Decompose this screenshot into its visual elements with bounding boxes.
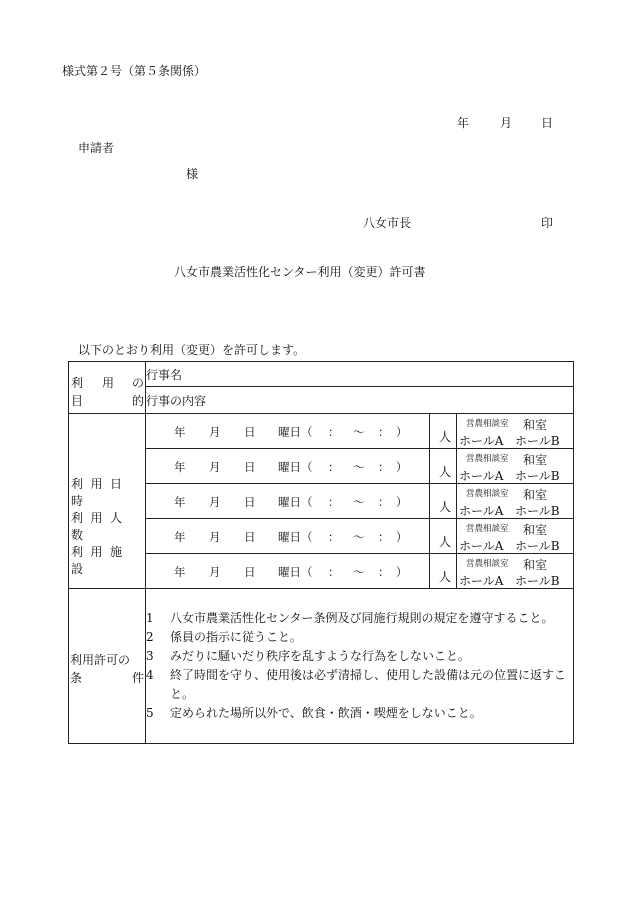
room-option-consult[interactable]: 営農相談室: [466, 559, 509, 569]
room-option-washitsu[interactable]: 和室: [523, 488, 548, 502]
room-option-hall-b[interactable]: ホールB: [515, 574, 560, 588]
time-colon: ：: [378, 460, 390, 474]
purpose-label-char: の: [132, 376, 145, 390]
time-colon: ：: [328, 425, 340, 439]
condition-item: [146, 666, 573, 704]
month-label: 月: [209, 460, 221, 474]
event-content-field[interactable]: [146, 387, 574, 414]
conditions-list: [146, 589, 574, 744]
day-label: 日: [244, 530, 256, 544]
day-label: 日: [244, 565, 256, 579]
condition-text: みだりに騒いだり秩序を乱すような行為をしないこと。: [170, 649, 471, 663]
room-option-hall-a[interactable]: ホールA: [459, 469, 504, 483]
event-content-label: 行事の内容: [146, 393, 207, 408]
person-unit: 人: [438, 464, 451, 479]
condition-text: 係員の指示に従うこと。: [170, 630, 303, 644]
close-paren: ）: [396, 425, 408, 439]
weekday-label: 曜日（: [278, 495, 313, 509]
person-unit: 人: [438, 429, 451, 444]
weekday-label: 曜日（: [278, 565, 313, 579]
purpose-label-char: 利: [71, 376, 84, 390]
time-colon: ：: [328, 495, 340, 509]
condition-number: 5: [146, 706, 154, 720]
conditions-label-cell: [69, 589, 146, 744]
usage-datetime-field[interactable]: [146, 519, 430, 554]
room-option-consult[interactable]: 営農相談室: [466, 419, 509, 429]
month-label: 月: [209, 425, 221, 439]
usage-label-cell: [69, 414, 146, 589]
day-label: 日: [244, 460, 256, 474]
facility-options: [457, 449, 574, 484]
condition-number: 1: [146, 611, 154, 625]
room-option-hall-b[interactable]: ホールB: [515, 434, 560, 448]
month-label: 月: [209, 565, 221, 579]
purpose-label-char: 的: [132, 394, 145, 408]
person-count-field[interactable]: [430, 554, 457, 589]
room-option-hall-a[interactable]: ホールA: [459, 539, 504, 553]
close-paren: ）: [396, 565, 408, 579]
room-option-hall-b[interactable]: ホールB: [515, 469, 560, 483]
year-label: 年: [174, 495, 186, 509]
person-count-field[interactable]: [430, 484, 457, 519]
close-paren: ）: [396, 460, 408, 474]
condition-item: [146, 704, 573, 723]
room-option-hall-a[interactable]: ホールA: [459, 504, 504, 518]
room-option-hall-a[interactable]: ホールA: [459, 434, 504, 448]
room-option-hall-a[interactable]: ホールA: [459, 574, 504, 588]
time-colon: ：: [378, 495, 390, 509]
condition-item: [146, 647, 573, 666]
condition-item: [146, 628, 573, 647]
room-option-washitsu[interactable]: 和室: [523, 418, 548, 432]
purpose-label-char: 用: [102, 376, 115, 390]
date-year-label: 年: [457, 116, 470, 130]
room-option-consult[interactable]: 営農相談室: [466, 524, 509, 534]
room-option-hall-b[interactable]: ホールB: [515, 539, 560, 553]
day-label: 日: [244, 495, 256, 509]
conditions-label-char: 条: [70, 671, 83, 685]
tilde-symbol: 〜: [353, 565, 365, 579]
usage-datetime-field[interactable]: [146, 449, 430, 484]
condition-text: 定められた場所以外で、飲食・飲酒・喫煙をしないこと。: [170, 706, 482, 720]
room-option-washitsu[interactable]: 和室: [523, 523, 548, 537]
year-label: 年: [174, 530, 186, 544]
usage-datetime-label: 利用日時: [71, 477, 130, 508]
person-count-field[interactable]: [430, 449, 457, 484]
usage-datetime-field[interactable]: [146, 414, 430, 449]
year-label: 年: [174, 425, 186, 439]
event-name-field[interactable]: [146, 362, 574, 387]
time-colon: ：: [328, 530, 340, 544]
close-paren: ）: [396, 530, 408, 544]
facility-options: [457, 414, 574, 449]
usage-datetime-field[interactable]: [146, 554, 430, 589]
weekday-label: 曜日（: [278, 460, 313, 474]
event-name-label: 行事名: [146, 367, 183, 382]
month-label: 月: [209, 530, 221, 544]
condition-text: 八女市農業活性化センター条例及び同施行規則の規定を遵守すること。: [170, 611, 554, 625]
tilde-symbol: 〜: [353, 425, 365, 439]
purpose-label-char: 目: [71, 394, 84, 408]
form-number: 様式第２号（第５条関係）: [62, 64, 207, 78]
facility-options: [457, 554, 574, 589]
issuer-label: 八女市長: [363, 216, 412, 230]
tilde-symbol: 〜: [353, 530, 365, 544]
weekday-label: 曜日（: [278, 530, 313, 544]
seal-label: 印: [541, 216, 554, 230]
document-title: 八女市農業活性化センター利用（変更）許可書: [174, 265, 426, 279]
tilde-symbol: 〜: [353, 495, 365, 509]
year-label: 年: [174, 565, 186, 579]
condition-number: 2: [146, 630, 154, 644]
year-label: 年: [174, 460, 186, 474]
condition-number: 4: [146, 668, 154, 682]
time-colon: ：: [378, 530, 390, 544]
usage-datetime-field[interactable]: [146, 484, 430, 519]
conditions-label-char: 件: [132, 671, 145, 685]
person-count-field[interactable]: [430, 414, 457, 449]
room-option-washitsu[interactable]: 和室: [523, 558, 548, 572]
person-unit: 人: [438, 499, 451, 514]
intro-text: 以下のとおり利用（変更）を許可します。: [78, 343, 306, 357]
usage-facility-label: 利用施設: [71, 545, 130, 576]
conditions-label-top: 利用許可の: [70, 653, 131, 667]
time-colon: ：: [378, 565, 390, 579]
condition-number: 3: [146, 649, 154, 663]
room-option-hall-b[interactable]: ホールB: [515, 504, 560, 518]
permit-table: [68, 361, 574, 744]
weekday-label: 曜日（: [278, 425, 313, 439]
time-colon: ：: [378, 425, 390, 439]
room-option-washitsu[interactable]: 和室: [523, 453, 548, 467]
person-count-field[interactable]: [430, 519, 457, 554]
date-month-label: 月: [500, 116, 513, 130]
room-option-consult[interactable]: 営農相談室: [466, 489, 509, 499]
time-colon: ：: [328, 565, 340, 579]
room-option-consult[interactable]: 営農相談室: [466, 454, 509, 464]
purpose-label-cell: [69, 362, 146, 414]
condition-item: [146, 609, 573, 628]
close-paren: ）: [396, 495, 408, 509]
person-unit: 人: [438, 569, 451, 584]
usage-count-label: 利用人数: [71, 511, 130, 542]
applicant-label: 申請者: [78, 141, 115, 155]
condition-text: 終了時間を守り、使用後は必ず清掃し、使用した設備は元の位置に返すこと。: [170, 668, 567, 701]
person-unit: 人: [438, 534, 451, 549]
honorific-label: 様: [186, 167, 199, 181]
facility-options: [457, 519, 574, 554]
date-day-label: 日: [541, 116, 554, 130]
time-colon: ：: [328, 460, 340, 474]
month-label: 月: [209, 495, 221, 509]
tilde-symbol: 〜: [353, 460, 365, 474]
day-label: 日: [244, 425, 256, 439]
facility-options: [457, 484, 574, 519]
